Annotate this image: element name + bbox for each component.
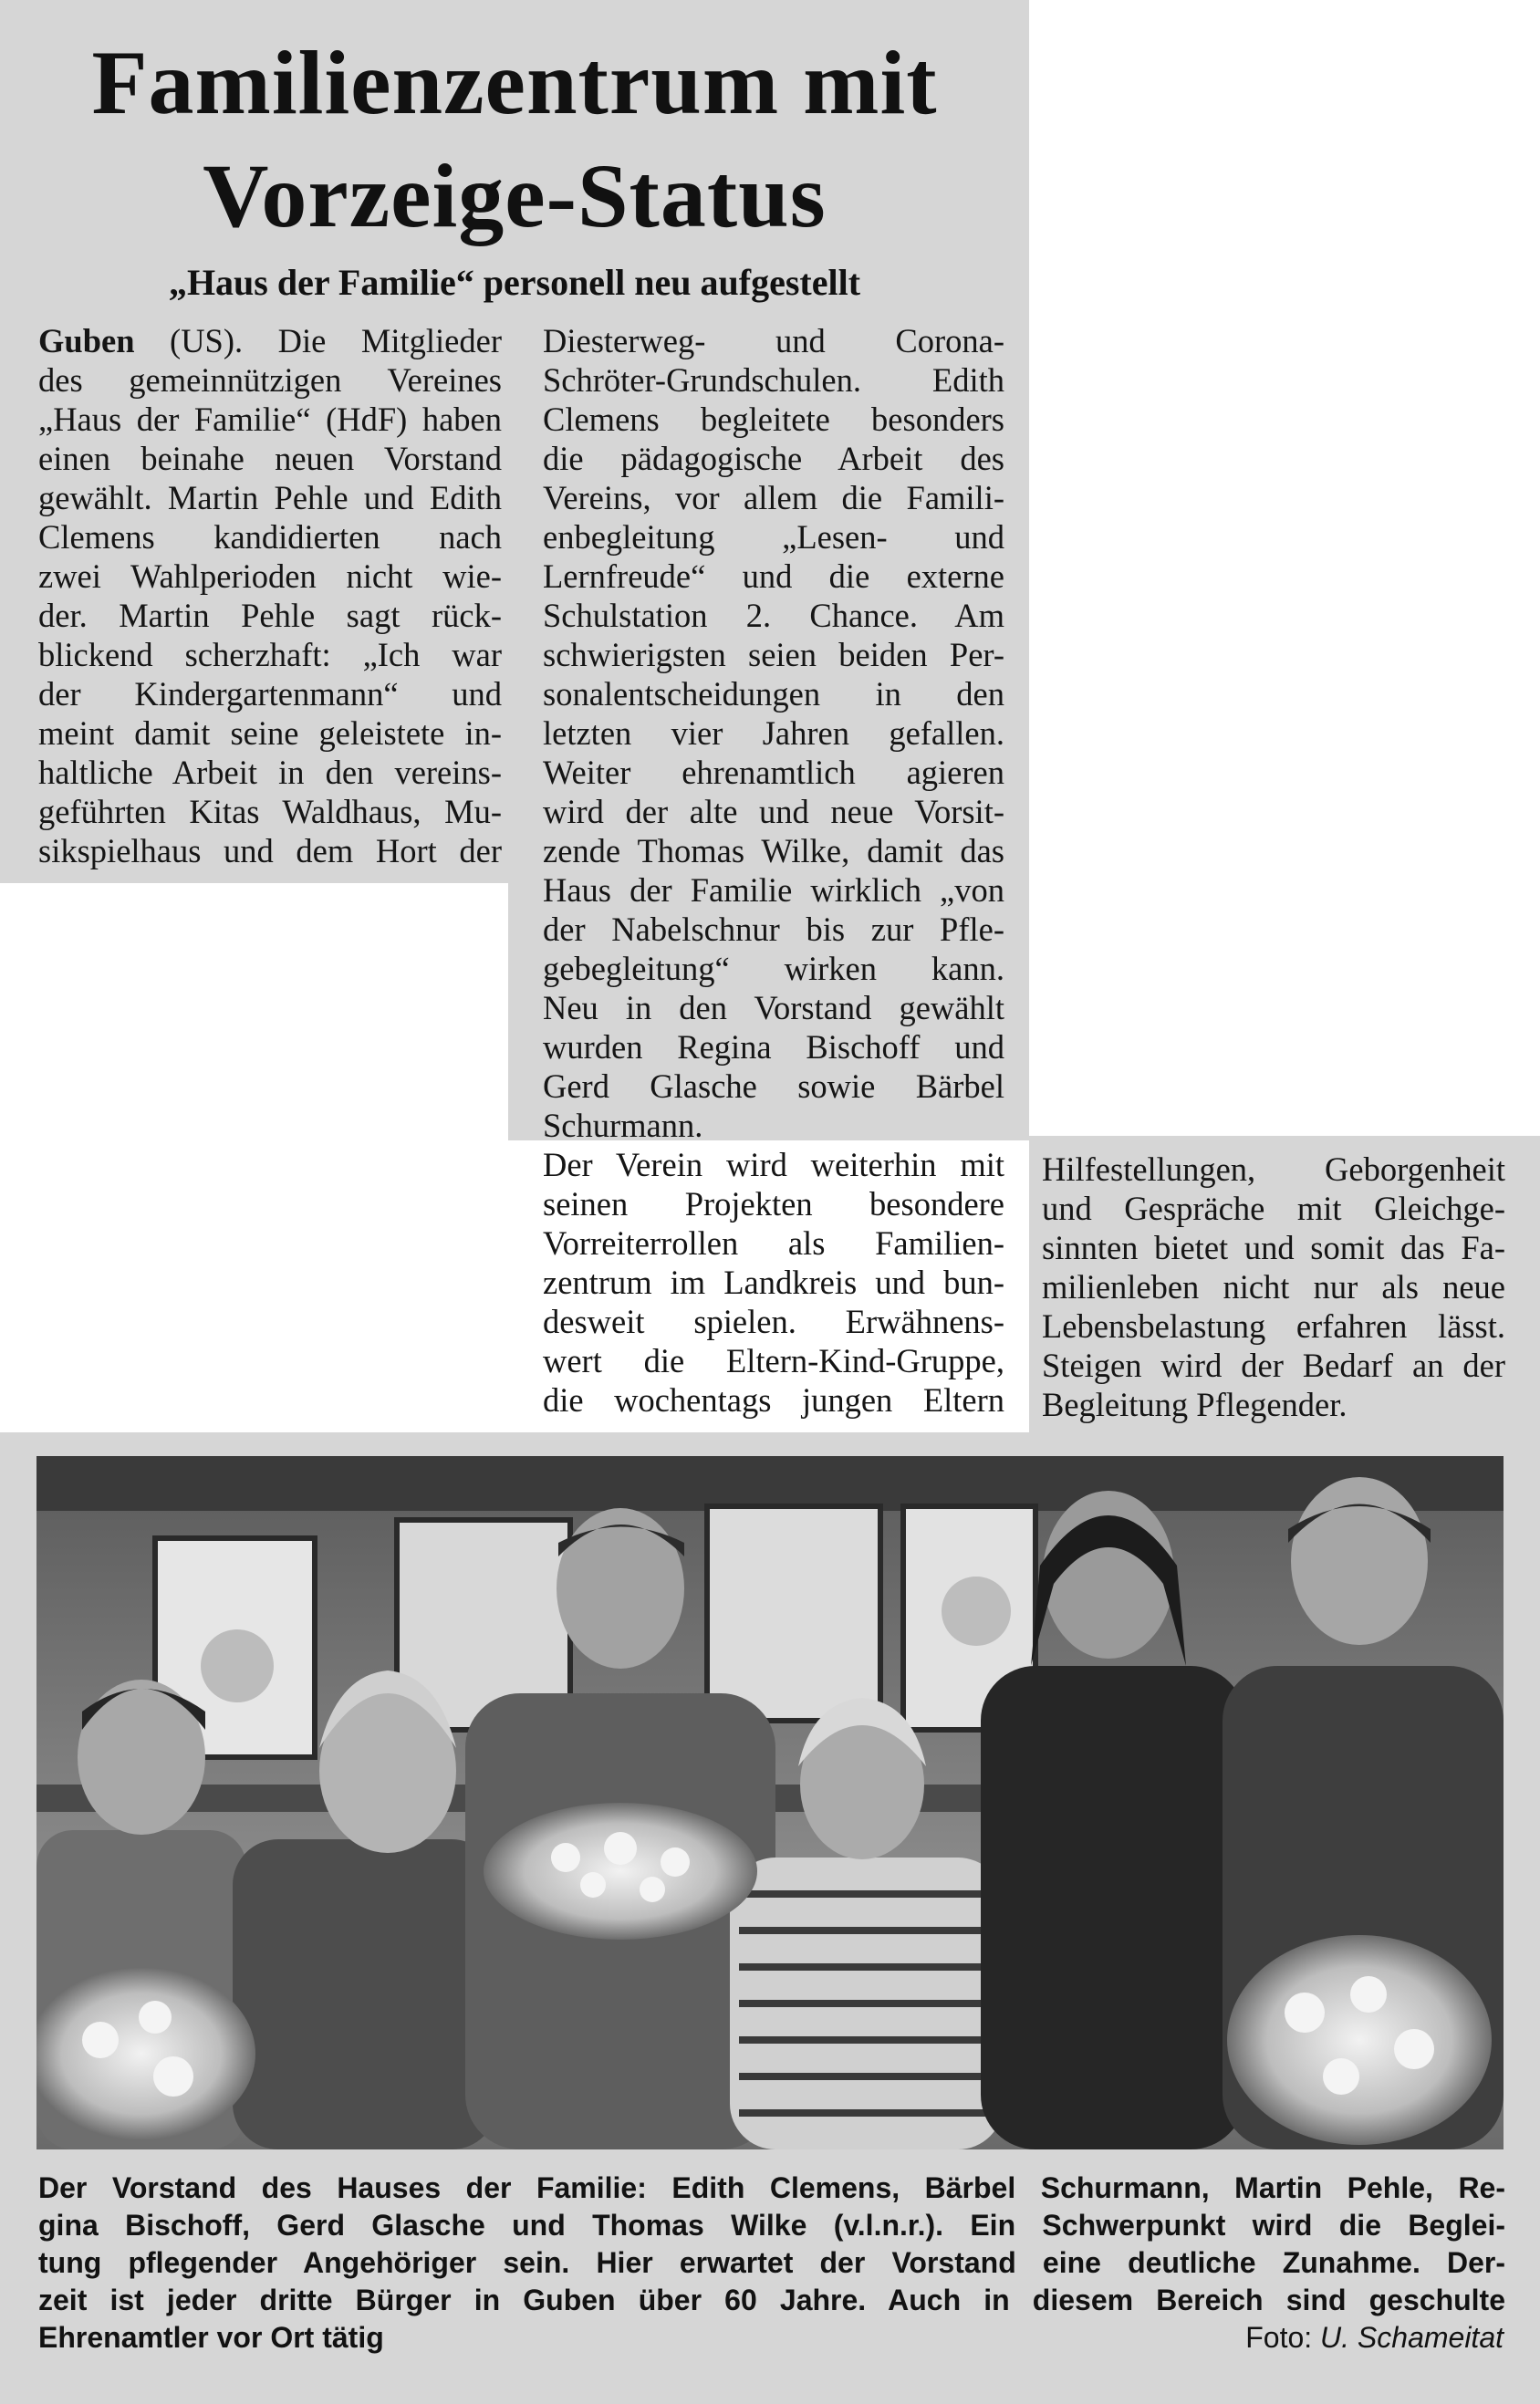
body-line: haltliche Arbeit in den vereins- (38, 754, 502, 791)
body-line: letzten vier Jahren gefallen. (543, 714, 1004, 752)
body-line: des gemeinnützigen Vereines (38, 361, 502, 399)
body-line: Weiter ehrenamtlich agieren (543, 754, 1004, 791)
body-line: Vorreiterrollen als Familien- (543, 1224, 1004, 1262)
caption-line: zeit ist jeder dritte Bürger in Guben über 60 Jahre. Auch in diesem Bereich sind geschulte (38, 2284, 1505, 2316)
caption-line: gina Bischoff, Gerd Glasche und Thomas Wilke (v.l.n.r.). Ein Schwerpunkt wird die Beglei- (38, 2209, 1505, 2242)
body-line: Diesterweg- und Corona- (543, 322, 1004, 359)
dateline: Guben (38, 322, 135, 359)
body-line: die wochentags jungen Eltern (543, 1381, 1004, 1419)
group-photo (36, 1456, 1504, 2149)
body-line: der Nabelschnur bis zur Pfle- (543, 911, 1004, 948)
article-column-2 (543, 321, 1004, 1420)
caption-line: Ehrenamtler vor Ort tätig (38, 2321, 384, 2354)
body-line: die pädagogische Arbeit des (543, 440, 1004, 477)
body-line: Lebensbelastung erfahren lässt. (1042, 1307, 1505, 1345)
body-line: Begleitung Pflegender. (1042, 1386, 1348, 1423)
group-photo-illustration (36, 1456, 1504, 2149)
body-line: Schurmann. (543, 1107, 703, 1144)
body-line: gewählt. Martin Pehle und Edith (38, 479, 502, 516)
subheadline: „Haus der Familie“ personell neu aufgestellt (168, 262, 861, 303)
body-line: Clemens kandidierten nach (38, 518, 502, 556)
body-line: der. Martin Pehle sagt rück- (38, 597, 502, 634)
body-line: Der Verein wird weiterhin mit (543, 1146, 1004, 1183)
body-line: milienleben nicht nur als neue (1042, 1268, 1505, 1306)
body-line: einen beinahe neuen Vorstand (38, 440, 502, 477)
body-line: Schulstation 2. Chance. Am (543, 597, 1004, 634)
body-line: meint damit seine geleistete in- (38, 714, 502, 752)
body-line: Clemens begleitete besonders (543, 401, 1004, 438)
body-line: zende Thomas Wilke, damit das (543, 832, 1004, 869)
body-line: Gerd Glasche sowie Bärbel (543, 1067, 1004, 1105)
body-line: desweit spielen. Erwähnens- (543, 1303, 1004, 1340)
body-line: zwei Wahlperioden nicht wie- (38, 557, 502, 595)
body-line: Hilfestellungen, Geborgenheit (1042, 1150, 1505, 1188)
body-line: Steigen wird der Bedarf an der (1042, 1347, 1505, 1384)
body-line: gebegleitung“ wirken kann. (543, 950, 1004, 987)
body-line: sonalentscheidungen in den (543, 675, 1004, 713)
body-line: Neu in den Vorstand gewählt (543, 989, 1004, 1026)
body-line: Haus der Familie wirklich „von (543, 871, 1004, 909)
body-line (38, 321, 502, 360)
body-line: sinnten bietet und somit das Fa- (1042, 1229, 1505, 1266)
body-line: seinen Projekten besondere (543, 1185, 1004, 1223)
headline-line-2: Vorzeige-Status (203, 145, 827, 246)
body-line: enbegleitung „Lesen- und (543, 518, 1004, 556)
body-line-text: (US). Die Mitglieder (134, 322, 502, 359)
photo-credit (1245, 2319, 1504, 2357)
body-line: „Haus der Familie“ (HdF) haben (38, 401, 502, 438)
body-line: sikspielhaus und dem Hort der (38, 832, 502, 869)
body-line: schwierigsten seien beiden Per- (543, 636, 1004, 673)
photo-credit-label: Foto: (1245, 2321, 1313, 2354)
body-line: wert die Eltern-Kind-Gruppe, (543, 1342, 1004, 1379)
body-line: Schröter-Grundschulen. Edith (543, 361, 1004, 399)
body-line: Vereins, vor allem die Famili- (543, 479, 1004, 516)
photo-credit-author: U. Schameitat (1320, 2321, 1504, 2354)
body-line: wurden Regina Bischoff und (543, 1028, 1004, 1066)
body-line: blickend scherzhaft: „Ich war (38, 636, 502, 673)
caption-line: tung pflegender Angehöriger sein. Hier erwartet der Vorstand eine deutliche Zunahme. Der- (38, 2246, 1505, 2279)
headline-line-1: Familienzentrum mit (91, 32, 938, 133)
body-line: zentrum im Landkreis und bun- (543, 1264, 1004, 1301)
body-line: und Gespräche mit Gleichge- (1042, 1190, 1505, 1227)
article-column-3 (1042, 1150, 1505, 1424)
body-line: wird der alte und neue Vorsit- (543, 793, 1004, 830)
body-line: Lernfreude“ und die externe (543, 557, 1004, 595)
article-column-1 (38, 321, 502, 870)
body-line: der Kindergartenmann“ und (38, 675, 502, 713)
body-line: geführten Kitas Waldhaus, Mu- (38, 793, 502, 830)
caption-line: Der Vorstand des Hauses der Familie: Edith Clemens, Bärbel Schurmann, Martin Pehle, Re- (38, 2171, 1505, 2204)
